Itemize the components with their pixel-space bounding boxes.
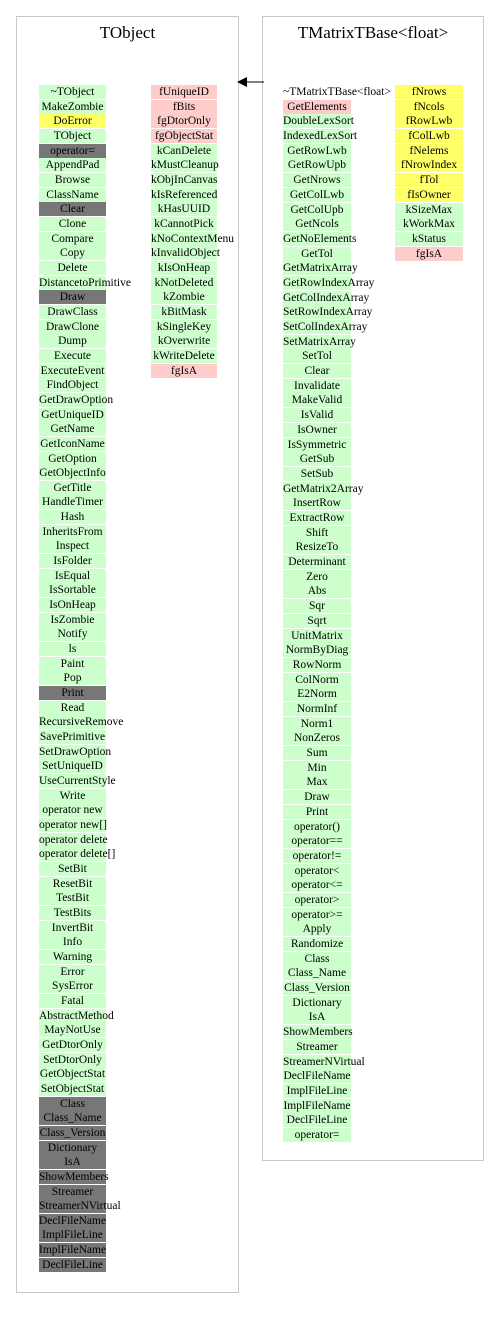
method-item: Browse	[39, 173, 106, 187]
method-item: SetColIndexArray	[283, 321, 368, 333]
method-item: ResizeTo	[283, 540, 351, 554]
method-item: Apply	[283, 922, 351, 936]
method-item: IsValid	[283, 408, 351, 422]
method-item: InsertRow	[283, 496, 351, 510]
method-item: Shift	[283, 526, 351, 540]
method-item: GetMatrixArray	[283, 262, 358, 274]
method-item: Delete	[39, 261, 106, 275]
method-item: GetTitle	[39, 481, 106, 495]
method-item: Abs	[283, 584, 351, 598]
member-item: kIsOnHeap	[151, 261, 217, 275]
member-item: kInvalidObject	[151, 247, 220, 259]
method-item: GetUniqueID	[39, 408, 106, 422]
member-item: kObjInCanvas	[151, 174, 218, 186]
method-item: GetNoElements	[283, 233, 357, 245]
inheritance-arrow	[236, 74, 266, 90]
method-item: Norm1	[283, 717, 351, 731]
method-item: operator delete	[39, 834, 108, 846]
member-item: kOverwrite	[151, 334, 217, 348]
method-item: operator new	[39, 803, 106, 817]
method-item: ColNorm	[283, 673, 351, 687]
method-item: DrawClass	[39, 305, 106, 319]
method-item: Class	[283, 952, 351, 966]
method-item: DeclFileName	[39, 1215, 107, 1227]
method-item: ShowMembers	[39, 1171, 109, 1183]
method-item: Copy	[39, 246, 106, 260]
method-item: IsA	[39, 1155, 106, 1169]
method-item: SetRowIndexArray	[283, 306, 373, 318]
method-item: DeclFileLine	[39, 1258, 106, 1272]
method-item: operator<	[283, 864, 351, 878]
class-box-tmatrixtbase	[262, 16, 484, 1161]
method-item: UseCurrentStyle	[39, 775, 116, 787]
method-item: Clear	[39, 202, 106, 216]
method-item: HandleTimer	[39, 495, 106, 509]
member-item: kNotDeleted	[151, 276, 217, 290]
method-item: RecursiveRemove	[39, 716, 124, 728]
method-item: GetObjectInfo	[39, 467, 106, 479]
method-item: TestBits	[39, 906, 106, 920]
member-item: kSizeMax	[395, 203, 463, 217]
method-item: ImplFileLine	[283, 1084, 351, 1098]
method-item: IsA	[283, 1010, 351, 1024]
member-item: fRowLwb	[395, 114, 463, 128]
member-item: fgDtorOnly	[151, 114, 217, 128]
method-item: NormByDiag	[283, 643, 351, 657]
method-item: Clone	[39, 217, 106, 231]
method-item: Zero	[283, 570, 351, 584]
method-item: IsOwner	[283, 423, 351, 437]
method-item: Draw	[283, 790, 351, 804]
method-item: Streamer	[283, 1040, 351, 1054]
method-item: operator>=	[283, 908, 351, 922]
member-item: fUniqueID	[151, 85, 217, 99]
member-item: fColLwb	[395, 129, 463, 143]
method-item: Determinant	[283, 555, 351, 569]
member-item: kCannotPick	[151, 217, 217, 231]
method-item: NormInf	[283, 702, 351, 716]
method-item: Notify	[39, 627, 106, 641]
member-item: fNrows	[395, 85, 463, 99]
method-item: GetColLwb	[283, 188, 351, 202]
method-item: Dictionary	[283, 996, 351, 1010]
member-item: fgIsA	[151, 364, 217, 378]
method-item: ResetBit	[39, 877, 106, 891]
method-item: InheritsFrom	[39, 525, 106, 539]
method-item: GetIconName	[40, 438, 105, 450]
method-item: SysError	[39, 979, 106, 993]
method-item: NonZeros	[283, 731, 351, 745]
class-title: TObject	[99, 23, 156, 42]
method-item: Dump	[39, 334, 106, 348]
method-item: Clear	[283, 364, 351, 378]
method-item: Pop	[39, 671, 106, 685]
method-item: operator>	[283, 893, 351, 907]
method-item: Error	[39, 965, 106, 979]
method-item: operator delete[]	[39, 848, 116, 860]
method-item: SetSub	[283, 467, 351, 481]
method-item: Max	[283, 775, 351, 789]
method-item: Warning	[39, 950, 106, 964]
method-item: operator=	[39, 144, 106, 158]
method-item: E2Norm	[283, 687, 351, 701]
member-item: kWriteDelete	[151, 349, 217, 363]
method-item: MayNotUse	[39, 1023, 106, 1037]
member-item: kStatus	[395, 232, 463, 246]
method-item: GetTol	[283, 247, 351, 261]
method-item: ExtractRow	[283, 511, 351, 525]
class-title: TMatrixTBase<float>	[297, 23, 449, 42]
method-item: operator new[]	[39, 819, 108, 831]
method-item: Execute	[39, 349, 106, 363]
member-item: kIsReferenced	[151, 189, 218, 201]
method-item: Class_Name	[39, 1111, 106, 1125]
method-item: Randomize	[283, 937, 351, 951]
method-item: AbstractMethod	[39, 1010, 114, 1022]
member-item: kSingleKey	[151, 320, 217, 334]
member-item: fgObjectStat	[151, 129, 217, 143]
method-item: Inspect	[39, 539, 106, 553]
method-item: ImplFileName	[283, 1100, 351, 1112]
method-item: Compare	[39, 232, 106, 246]
method-item: ls	[39, 642, 106, 656]
method-item: IsSymmetric	[283, 438, 351, 452]
method-item: Class_Version	[284, 982, 350, 994]
method-item: ImplFileLine	[39, 1228, 106, 1242]
method-item: DeclFileName	[283, 1070, 351, 1082]
method-item: Read	[39, 701, 106, 715]
method-item: SetTol	[283, 349, 351, 363]
method-item: GetColIndexArray	[283, 292, 370, 304]
member-item: kBitMask	[151, 305, 217, 319]
method-item: SetDrawOption	[39, 746, 112, 758]
method-item: Print	[283, 805, 351, 819]
method-item: SetDtorOnly	[39, 1053, 106, 1067]
method-item: DrawClone	[39, 320, 106, 334]
member-item: kMustCleanup	[151, 159, 219, 171]
method-item: RowNorm	[283, 658, 351, 672]
member-item: kCanDelete	[151, 144, 217, 158]
method-item: ClassName	[39, 188, 106, 202]
method-item: Print	[39, 686, 106, 700]
member-item: kNoContextMenu	[151, 233, 235, 245]
method-item: Streamer	[39, 1185, 106, 1199]
method-item: operator==	[283, 834, 351, 848]
method-item: Write	[39, 789, 106, 803]
method-item: operator!=	[283, 849, 351, 863]
method-item: Sqr	[283, 599, 351, 613]
method-item: Fatal	[39, 994, 106, 1008]
method-item: GetNcols	[283, 217, 351, 231]
method-item: AppendPad	[39, 158, 106, 172]
method-item: Min	[283, 761, 351, 775]
member-item: kZombie	[151, 290, 217, 304]
method-item: GetRowLwb	[283, 144, 351, 158]
method-item: GetColUpb	[283, 203, 351, 217]
method-item: Sum	[283, 746, 351, 760]
method-item: Info	[39, 935, 106, 949]
method-item: GetNrows	[283, 173, 351, 187]
method-item: StreamerNVirtual	[283, 1056, 365, 1068]
method-item: GetDrawOption	[39, 394, 114, 406]
method-item: MakeZombie	[39, 100, 106, 114]
member-item: fBits	[151, 100, 217, 114]
method-item: SavePrimitive	[39, 731, 106, 743]
method-item: operator()	[283, 820, 351, 834]
method-item: SetObjectStat	[40, 1083, 105, 1095]
method-item: DoubleLexSort	[283, 115, 354, 127]
method-item: GetElements	[283, 100, 351, 114]
method-item: IndexedLexSort	[283, 130, 358, 142]
method-item: Draw	[39, 290, 106, 304]
method-item: ~TMatrixTBase<float>	[283, 86, 391, 98]
method-item: Sqrt	[283, 614, 351, 628]
member-item: fNrowIndex	[395, 158, 463, 172]
method-item: FindObject	[39, 378, 106, 392]
method-item: SetMatrixArray	[283, 336, 356, 348]
member-item: fTol	[395, 173, 463, 187]
method-item: DoError	[39, 114, 106, 128]
method-item: StreamerNVirtual	[39, 1200, 121, 1212]
method-item: ~TObject	[39, 85, 106, 99]
method-item: InvertBit	[39, 921, 106, 935]
method-item: GetMatrix2Array	[283, 483, 364, 495]
method-item: DistancetoPrimitive	[39, 277, 131, 289]
method-item: TestBit	[39, 891, 106, 905]
method-item: GetObjectStat	[39, 1068, 106, 1080]
method-item: GetName	[39, 422, 106, 436]
method-item: SetUniqueID	[39, 759, 106, 773]
method-item: operator<=	[283, 878, 351, 892]
method-item: DeclFileLine	[283, 1113, 351, 1127]
method-item: Hash	[39, 510, 106, 524]
method-item: IsSortable	[39, 583, 106, 597]
member-item: kHasUUID	[151, 202, 217, 216]
method-item: Class	[39, 1097, 106, 1111]
method-item: Class_Version	[39, 1127, 106, 1139]
method-item: SetBit	[39, 862, 106, 876]
member-item: fgIsA	[395, 247, 463, 261]
method-item: IsEqual	[39, 569, 106, 583]
method-item: UnitMatrix	[283, 629, 351, 643]
method-item: GetDtorOnly	[39, 1038, 106, 1052]
member-item: fIsOwner	[395, 188, 463, 202]
method-item: GetOption	[39, 452, 106, 466]
method-item: MakeValid	[283, 393, 351, 407]
method-item: GetSub	[283, 452, 351, 466]
member-item: kWorkMax	[395, 217, 463, 231]
method-item: GetRowIndexArray	[283, 277, 375, 289]
method-item: Paint	[39, 657, 106, 671]
method-item: TObject	[39, 129, 106, 143]
member-item: fNcols	[395, 100, 463, 114]
method-item: operator=	[283, 1128, 351, 1142]
method-item: GetRowUpb	[283, 158, 351, 172]
method-item: Dictionary	[39, 1141, 106, 1155]
method-item: Invalidate	[283, 379, 351, 393]
member-item: fNelems	[395, 144, 463, 158]
method-item: IsOnHeap	[39, 598, 106, 612]
method-item: IsFolder	[39, 554, 106, 568]
method-item: ShowMembers	[283, 1026, 353, 1038]
method-item: IsZombie	[39, 613, 106, 627]
method-item: Class_Name	[283, 966, 351, 980]
method-item: ExecuteEvent	[40, 365, 105, 377]
method-item: ImplFileName	[39, 1244, 107, 1256]
class-box-tobject	[16, 16, 239, 1293]
